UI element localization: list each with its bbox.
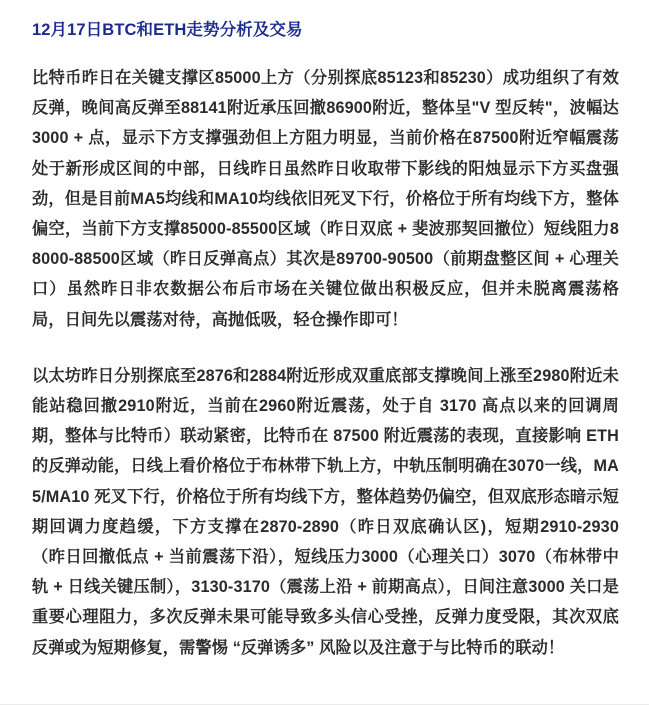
page-title: 12月17日BTC和ETH走势分析及交易	[32, 21, 303, 39]
paragraph-btc-analysis: 比特币昨日在关键支撑区85000上方（分别探底85123和85230）成功组织了有效反弹，晚间高反弹至88141附近承压回撤86900附近，整体呈"V 型反转"，波幅达 3000 + 点，显示下方支撑强劲但上方阻力明显，当前价格在87500附近窄幅震荡处于新形成区间的中部，日线昨日虽然昨日收取带下影线的阳烛显示下方买盘强劲，但是目前MA5均线和MA10均线依旧死叉下行，价格位于所有均线下方，整体偏空，当前下方支撑85000-85500区域（昨日双底 + 斐波那契回撤位）短线阻力88000-88500区域（昨日反弹高点）其次是89700-90500（前期盘整区间 + 心理关口）虽然昨日非农数据公布后市场在关键位做出积极反应，但并未脱离震荡格局，日间先以震荡对待，高抛低吸，轻仓操作即可！	[32, 69, 619, 329]
article-body	[0, 63, 649, 663]
paragraph-eth-analysis: 以太坊昨日分别探底至2876和2884附近形成双重底部支撑晚间上涨至2980附近未能站稳回撤2910附近，当前在2960附近震荡，处于自 3170 高点以来的回调周期，整体与比特币）联动紧密，比特币在 87500 附近震荡的表现，直接影响 ETH 的反弹动能，日线上看价格位于布林带下轨上方，中轨压制明确在3070一线，MA5/MA10 死叉下行，价格位于所有均线下方，整体趋势仍偏空，但双底形态暗示短期回调力度趋缓，下方支撑在2870-2890（昨日双底确认区)，短期2910-2930（昨日回撤低点 + 当前震荡下沿），短线压力3000（心理关口）3070（布林带中轨 + 日线关键压制），3130-3170（震荡上沿 + 前期高点），日间注意3000 关口是重要心理阻力，多次反弹未果可能导致多头信心受挫，反弹力度受限，其次双底反弹或为短期修复，需警惕 “反弹诱多” 风险以及注意于与比特币的联动！	[32, 366, 619, 657]
